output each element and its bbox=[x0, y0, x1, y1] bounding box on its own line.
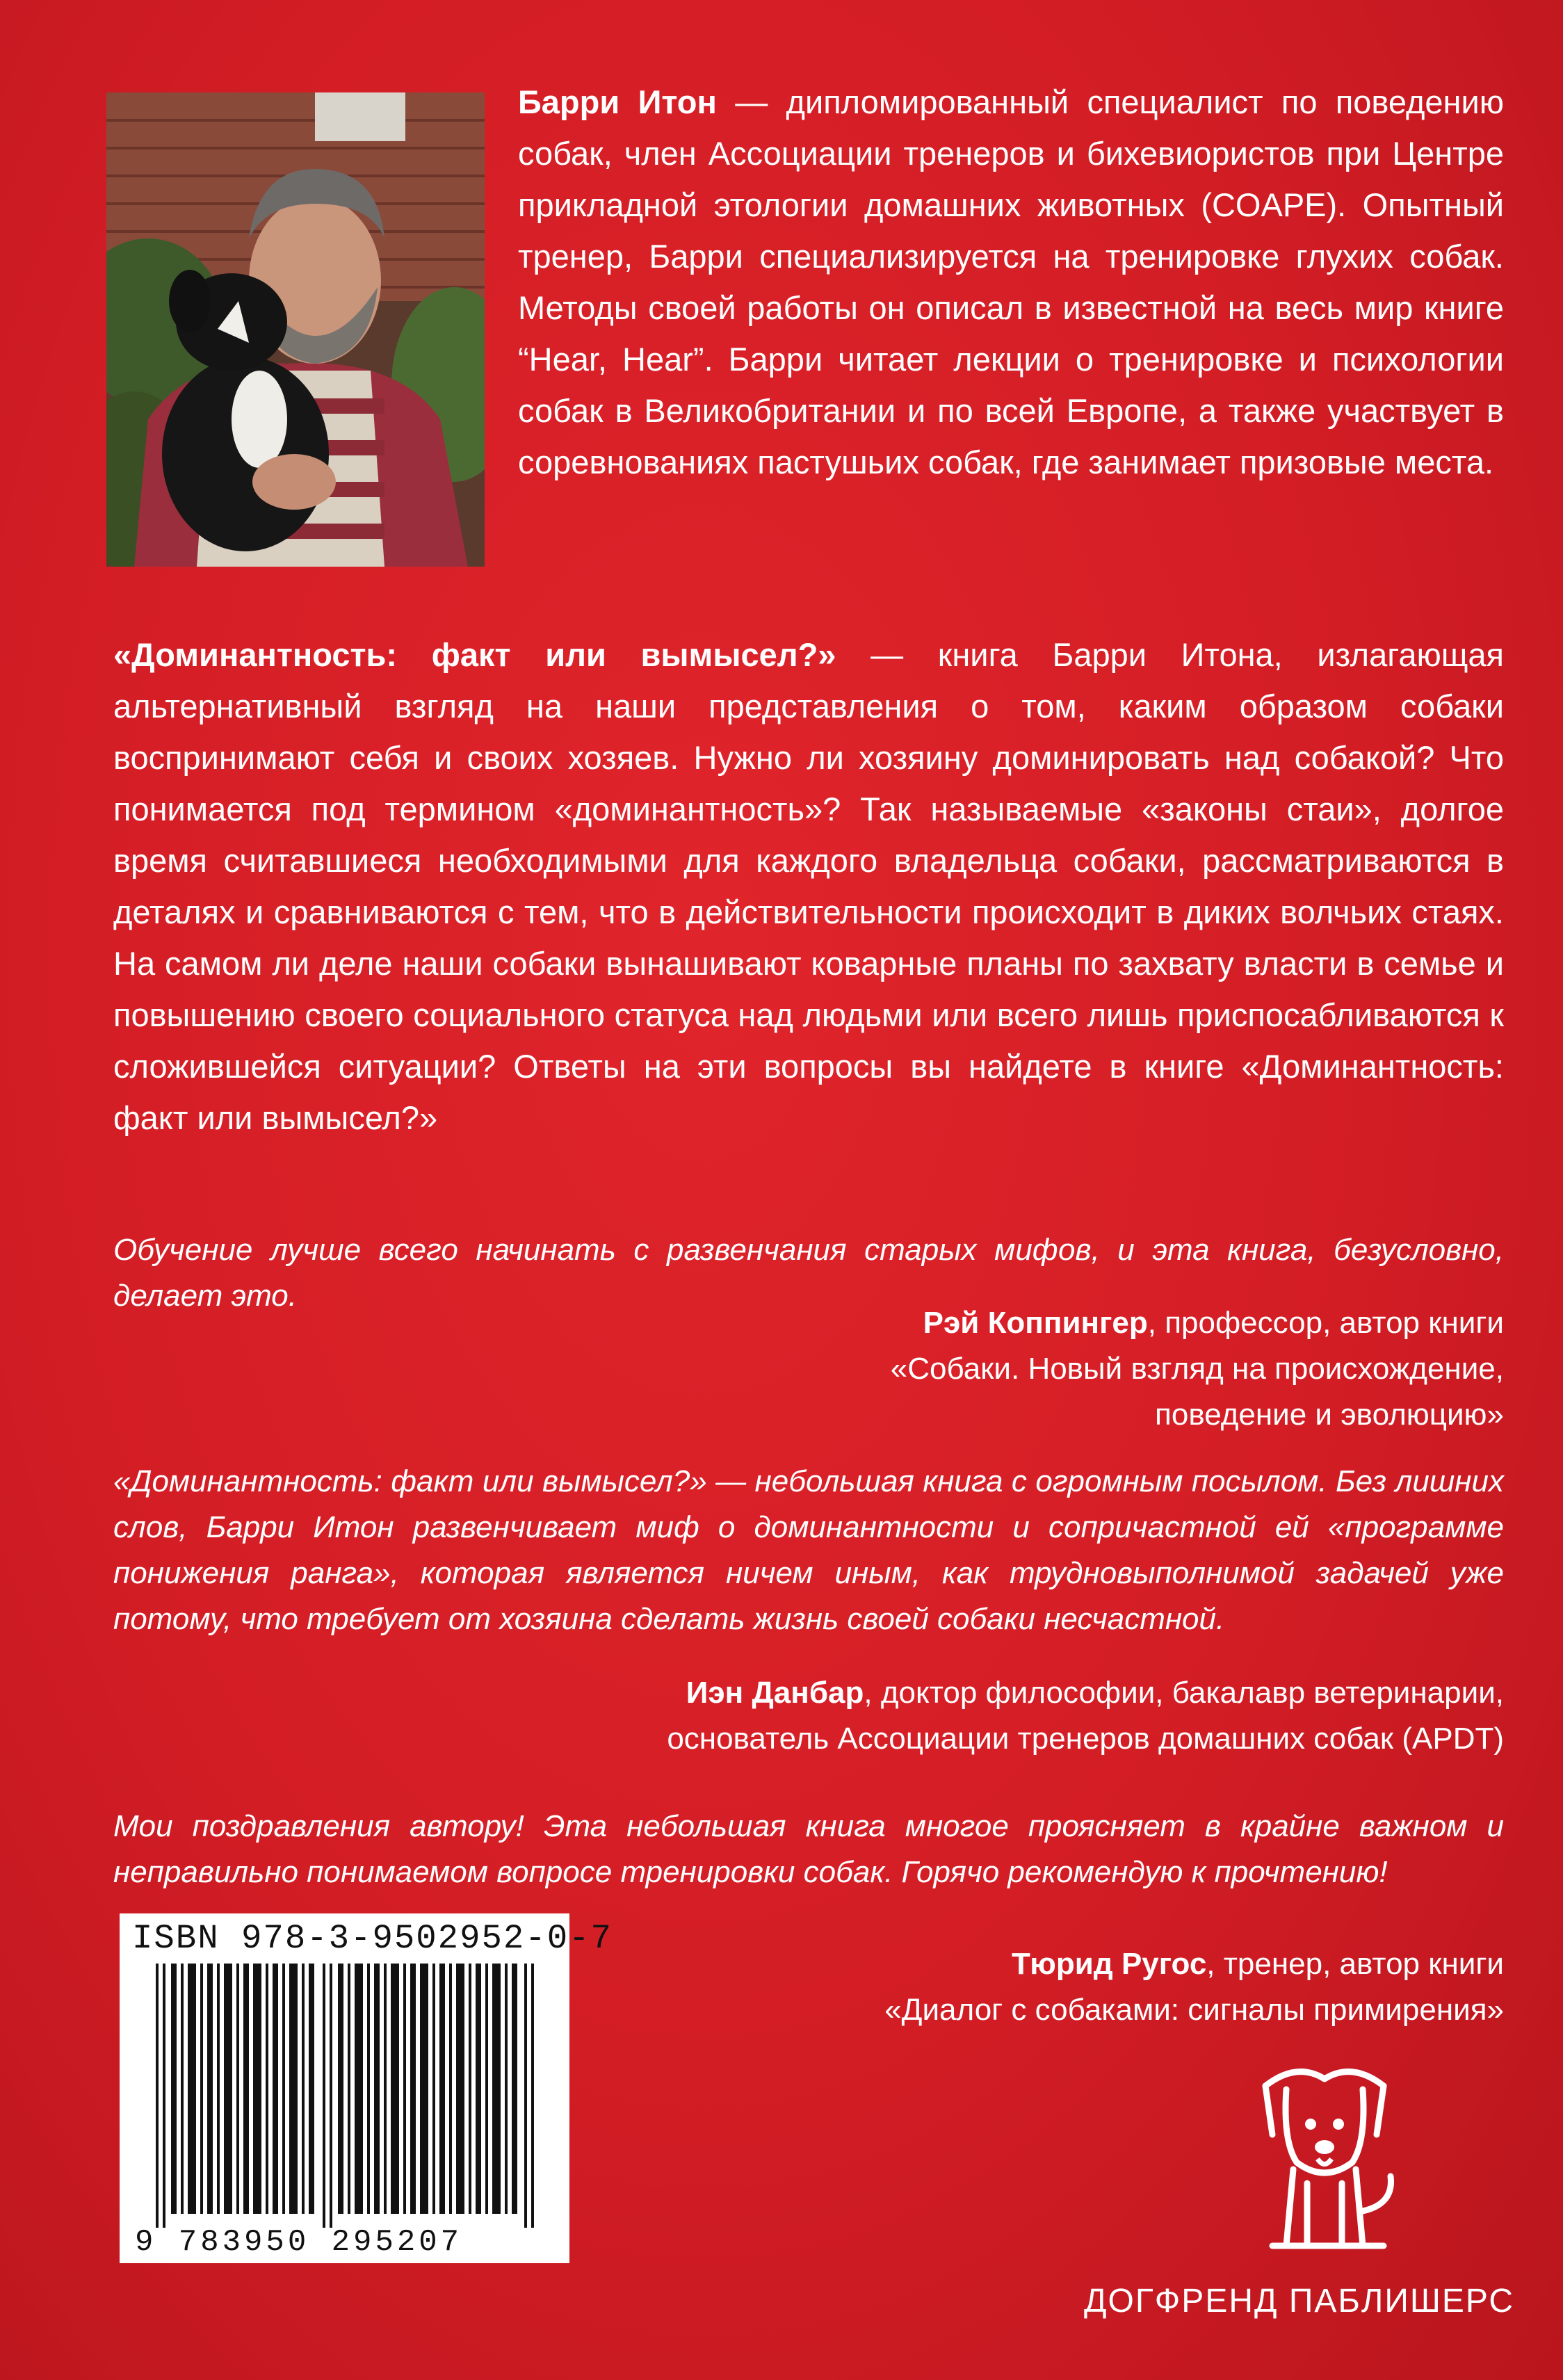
reviewer-role: основатель Ассоциации тренеров домашних собак (APDT) bbox=[667, 1722, 1504, 1756]
barcode-digits: 9 783950 295207 bbox=[135, 2225, 463, 2260]
reviewer-name: Тюрид Ругос bbox=[1012, 1947, 1207, 1981]
reviewer-role: поведение и эволюцию» bbox=[1155, 1398, 1504, 1432]
book-description-text: — книга Барри Итона, излагающая альтернативный взгляд на наши представления о том, каким образом собаки воспринимают себя и своих хозяев. Нужно ли хозяину доминировать над собакой? Что понимается под термином «доминантность»? Так называемые «законы стаи», долгое время считавшиеся необходимыми для каждого владельца собаки, рассматриваются в деталях и сравниваются с тем, что в действительности происходит в диких волчьих стаях. На самом ли деле наши собаки вынашивают коварные планы по захвату власти в семье и повышению своего социального статуса над людьми или всего лишь приспосабливаются к сложившейся ситуации? Ответы на эти вопросы вы найдете в книге «Доминантность: факт или вымысел?» bbox=[113, 636, 1505, 1136]
reviewer-role: , доктор философии, бакалавр ветеринарии, bbox=[864, 1676, 1504, 1710]
review-quote: Мои поздравления автору! Эта небольшая книга многое проясняет в крайне важном и неправильно понимаемом вопросе тренировки собак. Горячо рекомендую к прочтению! bbox=[113, 1809, 1504, 1889]
review-attribution bbox=[531, 1300, 1504, 1438]
reviewer-role: , профессор, автор книги bbox=[1147, 1306, 1504, 1340]
reviewer-role: «Собаки. Новый взгляд на происхождение, bbox=[890, 1352, 1504, 1386]
dog-logo-icon bbox=[1245, 2058, 1404, 2260]
review-attribution bbox=[531, 1941, 1504, 2033]
review-quote: «Доминантность: факт или вымысел?» — небольшая книга с огромным посылом. Без лишних слов, Барри Итон развенчивает миф о доминантности и сопричастной ей «программе понижения ранга», которая является ничем иным, как трудновыполнимой задачей уже потому, что требует от хозяина сделать жизнь своей собаки несчастной. bbox=[113, 1464, 1504, 1636]
book-description bbox=[113, 629, 1504, 1144]
author-bio-text: — дипломированный специалист по поведению собак, член Ассоциации тренеров и бихевиористов при Центре прикладной этологии домашних животных (COAPE). Опытный тренер, Барри специализируется на тренировке глухих собак. Методы своей работы он описал в известной на весь мир книге “Hear, Hear”. Барри читает лекции о тренировке и психологии собак в Великобритании и по всей Европе, а также участвует в соревнованиях пастушьих собак, где занимает призовые места. bbox=[518, 83, 1504, 480]
reviewer-name: Иэн Данбар bbox=[686, 1676, 864, 1710]
review-quote: Обучение лучше всего начинать с развенчания старых мифов, и эта книга, безусловно, делает это. bbox=[113, 1233, 1504, 1313]
isbn-barcode bbox=[120, 1913, 613, 2263]
author-photo bbox=[106, 92, 485, 567]
reviewer-role: «Диалог с собаками: сигналы примирения» bbox=[884, 1993, 1504, 2027]
isbn-label: ISBN 978-3-9502952-0-7 bbox=[132, 1919, 613, 1958]
publisher-name: ДОГФРЕНД ПАБЛИШЕРС bbox=[1083, 2283, 1514, 2320]
author-name: Барри Итон bbox=[518, 83, 717, 120]
review-attribution bbox=[531, 1670, 1504, 1762]
barcode-bars bbox=[135, 1964, 552, 2228]
reviewer-name: Рэй Коппингер bbox=[923, 1306, 1148, 1340]
book-title: «Доминантность: факт или вымысел?» bbox=[113, 636, 836, 673]
author-bio bbox=[518, 76, 1504, 488]
reviewer-role: , тренер, автор книги bbox=[1206, 1947, 1504, 1981]
